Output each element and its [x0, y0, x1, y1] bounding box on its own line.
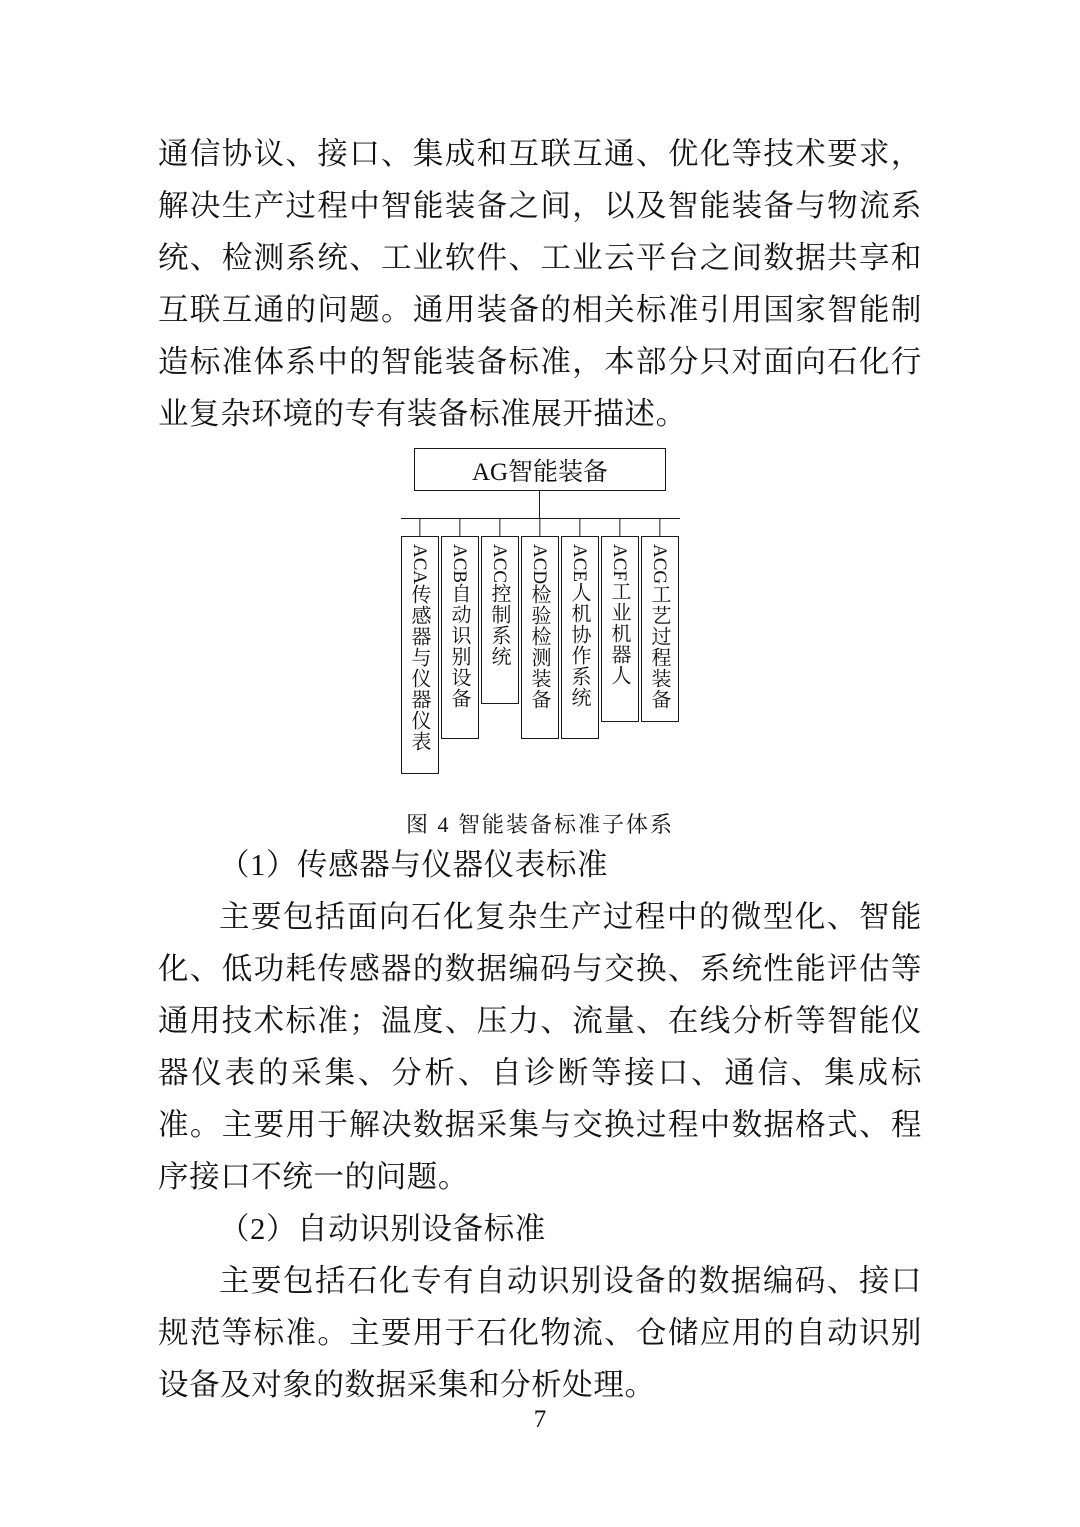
- diagram-leaf-code: ACG: [649, 544, 670, 585]
- diagram-leaf-code: ACC: [489, 544, 510, 584]
- diagram-leaf-connector: [499, 518, 500, 536]
- diagram-leaf-box: [401, 536, 439, 774]
- diagram-leaf-label: 人机协作系统: [568, 582, 590, 708]
- diagram-leaf-box: [561, 536, 599, 739]
- paragraph-5: 主要包括石化专有自动识别设备的数据编码、接口规范等标准。主要用于石化物流、仓储应用的自动识别设备及对象的数据采集和分析处理。: [158, 1264, 922, 1402]
- paragraph-4: （2）自动识别设备标准: [219, 1212, 546, 1246]
- diagram-leaf-code: ACB: [449, 544, 470, 584]
- diagram-leaf-label: 自动识别设备: [448, 583, 470, 710]
- diagram-leaf-2: [441, 518, 479, 793]
- page-content: [158, 128, 922, 1411]
- figure-caption: 图 4 智能装备标准子体系: [405, 812, 674, 837]
- diagram-tree: [390, 448, 690, 798]
- diagram-root-node: [414, 448, 666, 491]
- diagram-leaf-box: [641, 536, 679, 722]
- diagram-leaf-box: [481, 536, 519, 704]
- diagram-leaf-5: [561, 518, 599, 793]
- diagram-leaf-connector: [579, 518, 580, 536]
- diagram-leaf-box: [441, 536, 479, 739]
- diagram-leaf-connector: [659, 518, 660, 536]
- diagram-leaf-1: [401, 518, 439, 793]
- diagram-root-stem: [539, 491, 540, 519]
- diagram-leaf-code: ACE: [569, 544, 590, 582]
- diagram-leaf-connector: [539, 518, 540, 536]
- diagram-leaf-4: [521, 518, 559, 793]
- paragraph-1: 通信协议、接口、集成和互联互通、优化等技术要求，解决生产过程中智能装备之间，以及智能装备与物流系统、检测系统、工业软件、工业云平台之间数据共享和互联互通的问题。通用装备的相关标准引用国家智能制造标准体系中的智能装备标准，本部分只对面向石化行业复杂环境的专有装备标准展开描述。: [158, 137, 922, 431]
- diagram-leaf-connector: [619, 518, 620, 536]
- figure-smart-equipment-standards: [158, 448, 922, 839]
- paragraph-3: 主要包括面向石化复杂生产过程中的微型化、智能化、低功耗传感器的数据编码与交换、系统性能评估等通用技术标准；温度、压力、流量、在线分析等智能仪器仪表的采集、分析、自诊断等接口、通信、集成标准。主要用于解决数据采集与交换过程中数据格式、程序接口不统一的问题。: [158, 900, 922, 1194]
- diagram-leaf-code: ACA: [409, 544, 430, 585]
- diagram-leaf-connector: [459, 518, 460, 536]
- diagram-leaf-7: [641, 518, 679, 793]
- diagram-leaf-code: ACF: [609, 544, 630, 581]
- diagram-leaf-group: [390, 518, 690, 793]
- diagram-leaf-box: [521, 536, 559, 739]
- diagram-leaf-label: 工业机器人: [608, 580, 630, 686]
- diagram-leaf-connector: [419, 518, 420, 536]
- diagram-root-label: AG智能装备: [471, 458, 609, 486]
- diagram-leaf-label: 检验检测装备: [528, 584, 550, 711]
- diagram-leaf-3: [481, 518, 519, 793]
- paragraph-2: （1）传感器与仪器仪表标准: [219, 848, 609, 882]
- diagram-leaf-label: 传感器与仪器仪表: [408, 584, 430, 753]
- diagram-leaf-code: ACD: [529, 544, 550, 585]
- diagram-leaf-6: [601, 518, 639, 793]
- diagram-leaf-label: 工艺过程装备: [648, 584, 670, 711]
- diagram-leaf-box: [601, 536, 639, 722]
- page-number: 7: [533, 1406, 547, 1433]
- diagram-leaf-label: 控制系统: [488, 583, 510, 668]
